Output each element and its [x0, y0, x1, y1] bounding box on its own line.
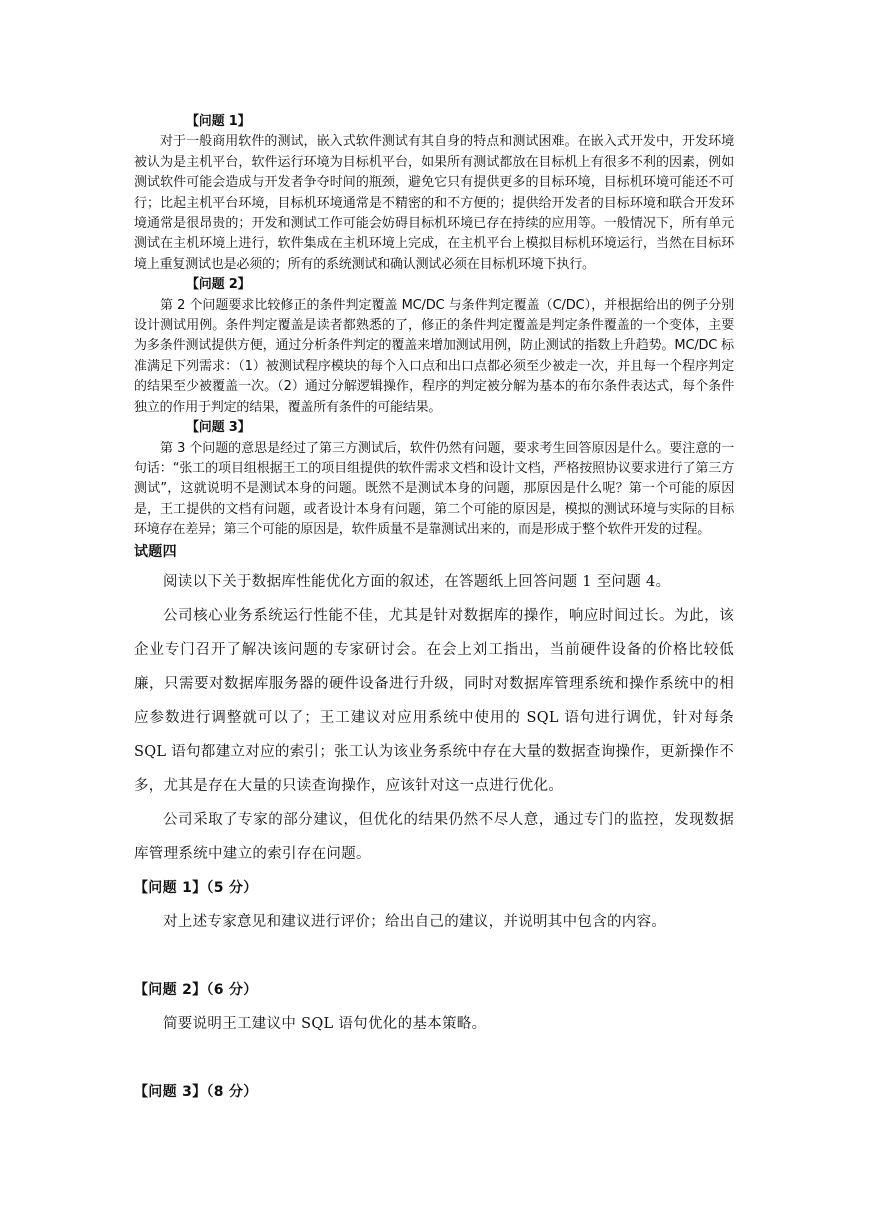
question-3-label: 【问题 3】	[134, 1084, 207, 1100]
analysis-q3-text: 第 3 个问题的意思是经过了第三方测试后，软件仍然有问题，要求考生回答原因是什么。要注意的一句话：“张工的项目组根据王工的项目组提供的软件需求文档和设计文档，严格按照协议要求进行了第三方测试”，这就说明不是测试本身的问题。既然不是测试本身的问题，那原因是什么呢？第一个可能的原因是，王工提供的文档有问题，或者设计本身有问题，第二个可能的原因是，模拟的测试环境与实际的目标环境存在差异；第三个可能的原因是，软件质量不是靠测试出来的，而是形成于整个软件开发的过程。	[134, 440, 734, 538]
answer-space	[134, 939, 734, 973]
question-2-points: （6 分）	[206, 982, 258, 998]
question-1-points: （5 分）	[206, 880, 258, 896]
analysis-q3-heading: 【问题 3】	[186, 420, 251, 436]
question-2-text: 简要说明王工建议中 SQL 语句优化的基本策略。	[163, 1016, 487, 1032]
section-intro: 阅读以下关于数据库性能优化方面的叙述，在答题纸上回答问题 1 至问题 4。	[163, 574, 671, 590]
question-2-label: 【问题 2】	[134, 982, 207, 998]
section-title: 试题四	[134, 544, 177, 560]
question-2-heading	[134, 973, 734, 1007]
question-3-heading	[134, 1075, 734, 1109]
analysis-q2-heading: 【问题 2】	[186, 277, 251, 293]
analysis-q1-text: 对于一般商用软件的测试，嵌入式软件测试有其自身的特点和测试困难。在嵌入式开发中，开发环境被认为是主机平台，软件运行环境为目标机平台，如果所有测试都放在目标机上有很多不利的因素，例如测试软件可能会造成与开发者争夺时间的瓶颈，避免它只有提供更多的目标环境，目标机环境可能还不可行；比起主机平台环境，目标机环境通常是不精密的和不方便的；提供给开发者的目标环境和联合开发环境通常是很昂贵的；开发和测试工作可能会妨碍目标机环境已存在持续的应用等。一般情况下，所有单元测试在主机环境上进行，软件集成在主机环境上完成，在主机平台上模拟目标机环境运行，当然在目标环境上重复测试也是必须的；所有的系统测试和确认测试必须在目标机环境下执行。	[134, 134, 734, 272]
answer-space	[134, 1041, 734, 1075]
question-1-label: 【问题 1】	[134, 880, 207, 896]
scenario-paragraph-1: 公司核心业务系统运行性能不佳，尤其是针对数据库的操作，响应时间过长。为此，该企业专门召开了解决该问题的专家研讨会。在会上刘工指出，当前硬件设备的价格比较低廉，只需要对数据库服务器的硬件设备进行升级，同时对数据库管理系统和操作系统中的相应参数进行调整就可以了；王工建议对应用系统中使用的 SQL 语句进行调优，针对每条 SQL 语句都建立对应的索引；张工认为该业务系统中存在大量的数据查询操作，更新操作不多，尤其是存在大量的只读查询操作，应该针对这一点进行优化。	[134, 608, 734, 794]
answer-analysis-block	[134, 112, 734, 541]
scenario-paragraph-2: 公司采取了专家的部分建议，但优化的结果仍然不尽人意，通过专门的监控，发现数据库管理系统中建立的索引存在问题。	[134, 812, 734, 862]
question-1-text: 对上述专家意见和建议进行评价；给出自己的建议，并说明其中包含的内容。	[163, 914, 667, 930]
analysis-q2-text: 第 2 个问题要求比较修正的条件判定覆盖 MC/DC 与条件判定覆盖（C/DC），并根据给出的例子分别设计测试用例。条件判定覆盖是读者都熟悉的了，修正的条件判定覆盖是判定条件覆盖的一个变体，主要为多条件测试提供方便，通过分析条件判定的覆盖来增加测试用例，防止测试的指数上升趋势。MC/DC 标准满足下列需求：（1）被测试程序模块的每个入口点和出口点都必须至少被走一次，并且每一个程序判定的结果至少被覆盖一次。（2）通过分解逻辑操作，程序的判定被分解为基本的布尔条件表达式，每个条件独立的作用于判定的结果，覆盖所有条件的可能结果。	[134, 297, 734, 415]
analysis-q1-heading: 【问题 1】	[186, 114, 251, 129]
question-3-points: （8 分）	[206, 1084, 258, 1100]
exam-section	[134, 539, 734, 1109]
question-1-heading	[134, 871, 734, 905]
